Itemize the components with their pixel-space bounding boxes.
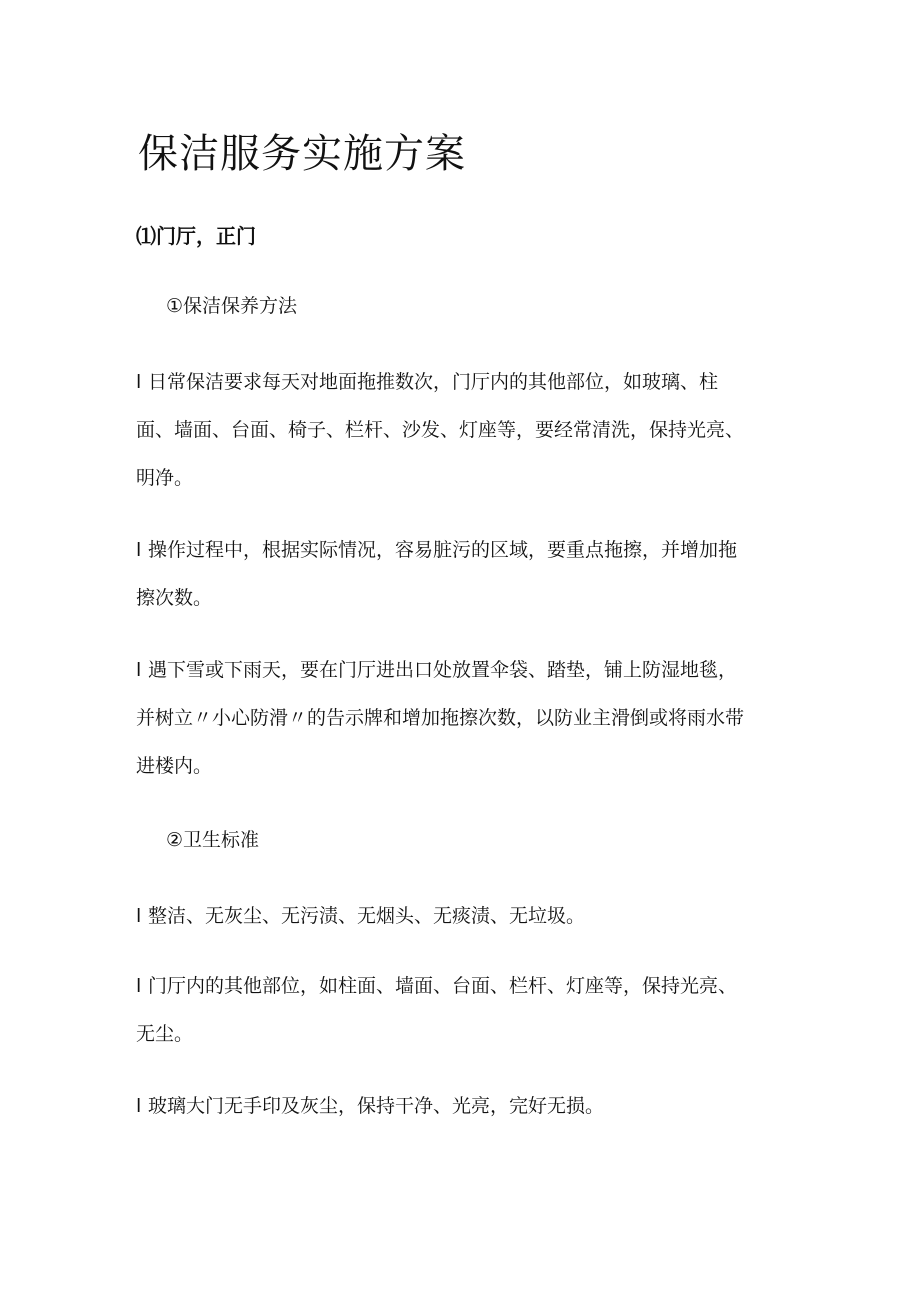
bullet-paragraph [136, 358, 786, 502]
bullet-paragraph [136, 892, 786, 940]
document-title: 保洁服务实施方案 [138, 131, 466, 177]
paragraph-line: 无尘。 [136, 1023, 194, 1045]
bullet-marker: l [136, 1095, 142, 1117]
paragraph-line [136, 1082, 786, 1130]
paragraph-line [136, 358, 786, 406]
paragraph-text: 操作过程中，根据实际情况，容易脏污的区域，要重点拖擦，并增加拖 [148, 539, 738, 561]
paragraph-text: 整洁、无灰尘、无污渍、无烟头、无痰渍、无垃圾。 [148, 905, 586, 927]
paragraph-text: 门厅内的其他部位，如柱面、墙面、台面、栏杆、灯座等，保持光亮、 [148, 975, 738, 997]
bullet-marker: l [136, 539, 142, 561]
paragraph-text: 玻璃大门无手印及灰尘，保持干净、光亮，完好无损。 [148, 1095, 605, 1117]
bullet-paragraph [136, 1082, 786, 1130]
paragraph-line: 擦次数。 [136, 587, 213, 609]
paragraph-line: 并树立〃小心防滑〃的告示牌和增加拖擦次数，以防业主滑倒或将雨水带 [136, 707, 745, 729]
paragraph-line: 面、墙面、台面、椅子、栏杆、沙发、灯座等，要经常清洗，保持光亮、 [136, 419, 745, 441]
paragraph-line [136, 892, 786, 940]
subsection-heading-hygiene-standard: ②卫生标准 [166, 829, 260, 851]
bullet-paragraph [136, 526, 786, 622]
paragraph-text: 日常保洁要求每天对地面拖推数次，门厅内的其他部位，如玻璃、柱 [148, 371, 719, 393]
bullet-marker: l [136, 371, 142, 393]
bullet-marker: l [136, 659, 142, 681]
bullet-paragraph [136, 646, 786, 790]
section-heading: ⑴门厅，正门 [136, 224, 256, 248]
bullet-paragraph [136, 962, 786, 1058]
paragraph-text: 遇下雪或下雨天，要在门厅进出口处放置伞袋、踏垫，铺上防湿地毯， [148, 659, 738, 681]
subsection-heading-cleaning-method: ①保洁保养方法 [166, 295, 298, 317]
paragraph-line [136, 526, 786, 574]
bullet-marker: l [136, 975, 142, 997]
paragraph-line: 进楼内。 [136, 755, 213, 777]
paragraph-line: 明净。 [136, 467, 194, 489]
paragraph-line [136, 962, 786, 1010]
bullet-marker: l [136, 905, 142, 927]
paragraph-line [136, 646, 786, 694]
